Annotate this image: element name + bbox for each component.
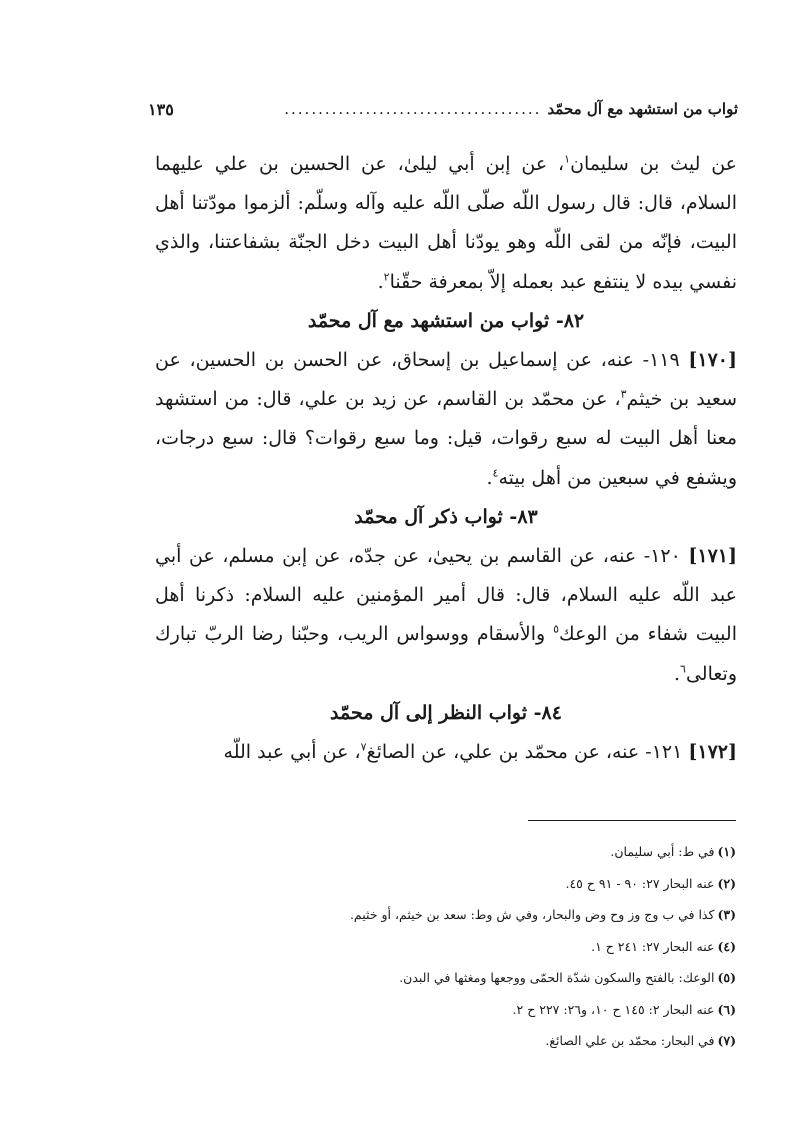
footnote-ref-2: ٢ xyxy=(383,270,390,284)
section-heading-82: ٨٢- ثواب من استشهد مع آل محمّد xyxy=(307,309,585,332)
section-heading-83: ٨٣- ثواب ذكر آل محمّد xyxy=(354,505,538,528)
footnote-item: (٧)في البحار: محمّد بن علي الصائغ. xyxy=(545,1033,736,1048)
running-header xyxy=(148,96,738,122)
hadith-number: [١٧١] xyxy=(688,545,737,568)
main-text xyxy=(155,145,737,772)
hadith-171: [١٧١] ١٢٠- عنه، عن القاسم بن يحيىٰ، عن جدّه، عن إبن مسلم، عن أبي عبد اللّه عليه السلام، قال: قال أمير المؤمنين عليه السلام: ذكرنا أهل البيت شفاء من الوعك$^٥$ والأسقام ووسواس الريب، وحبّنا رضا الربّ تبارك وتعالى$^٦$. xyxy=(155,545,737,685)
page-number: ١٣٥ xyxy=(148,99,174,119)
footnotes xyxy=(136,836,736,1057)
footnote-item: (٢)عنه البحار ٢٧: ٩٠ - ٩١ ح ٤٥. xyxy=(565,875,736,891)
footnote-divider xyxy=(528,820,736,821)
paragraph-continuation: عن ليث بن سليمان$^١$، عن إبن أبي ليلىٰ، عن الحسين بن علي عليهما السلام، قال: قال رسول اللّه صلّى اللّه عليه وآله وسلّم: ألزموا مودّتنا أهل البيت، فإنّه من لقى اللّه وهو يودّنا أهل البيت دخل الجنّة بشفاعتنا، والذي نفسي بيده لا ينتفع عبد بعمله إلاّ بمعرفة حقّنا$^٢$. xyxy=(155,152,737,293)
footnote-item: (٦)عنه البحار ٢: ١٤٥ ح ١٠، و٢٦: ٢٢٧ ح ٢. xyxy=(512,1001,736,1017)
hadith-172: [١٧٢] ١٢١- عنه، عن محمّد بن علي، عن الصائغ$^٧$، عن أبي عبد اللّه xyxy=(223,740,737,764)
footnote-item: (٤)عنه البحار ٢٧: ٢٤١ ح ١. xyxy=(591,938,736,954)
footnote-ref-7: ٧ xyxy=(360,740,367,754)
footnote-ref-3: ٣ xyxy=(620,387,627,401)
hadith-170: [١٧٠] ١١٩- عنه، عن إسماعيل بن إسحاق، عن الحسن بن الحسين، عن سعيد بن خيثم$^٣$، عن محمّد بن القاسم، عن زيد بن علي، قال: من استشهد معنا أهل البيت له سبع رقوات، قيل: وما سبع رقوات؟ قال: سبع درجات، ويشفع في سبعين من أهل بيته$^٤$. xyxy=(155,349,737,489)
footnote-ref-5: ٥ xyxy=(553,623,560,637)
footnote-item: (١)في ط: أبي سليمان. xyxy=(610,844,736,859)
footnote-ref-4: ٤ xyxy=(492,466,499,480)
header-title: ثواب من استشهد مع آل محمّد xyxy=(547,100,738,118)
hadith-number: [١٧٠] xyxy=(688,349,737,372)
section-heading-84: ٨٤- ثواب النظر إلى آل محمّد xyxy=(330,701,562,724)
hadith-number: [١٧٢] xyxy=(688,741,737,764)
footnote-ref-1: ١ xyxy=(564,152,571,166)
footnote-item: (٥)الوعك: بالفتح والسكون شدّة الحمّى ووجعها ومغثها في البدن. xyxy=(399,970,736,985)
header-leader-dots: ...................................... xyxy=(284,100,542,118)
footnote-item: (٣)كذا في ب وج وز وح وض والبحار، وفي ش وط: سعد بن خيثم، أو خثيم. xyxy=(349,907,736,922)
footnote-ref-6: ٦ xyxy=(680,662,686,676)
